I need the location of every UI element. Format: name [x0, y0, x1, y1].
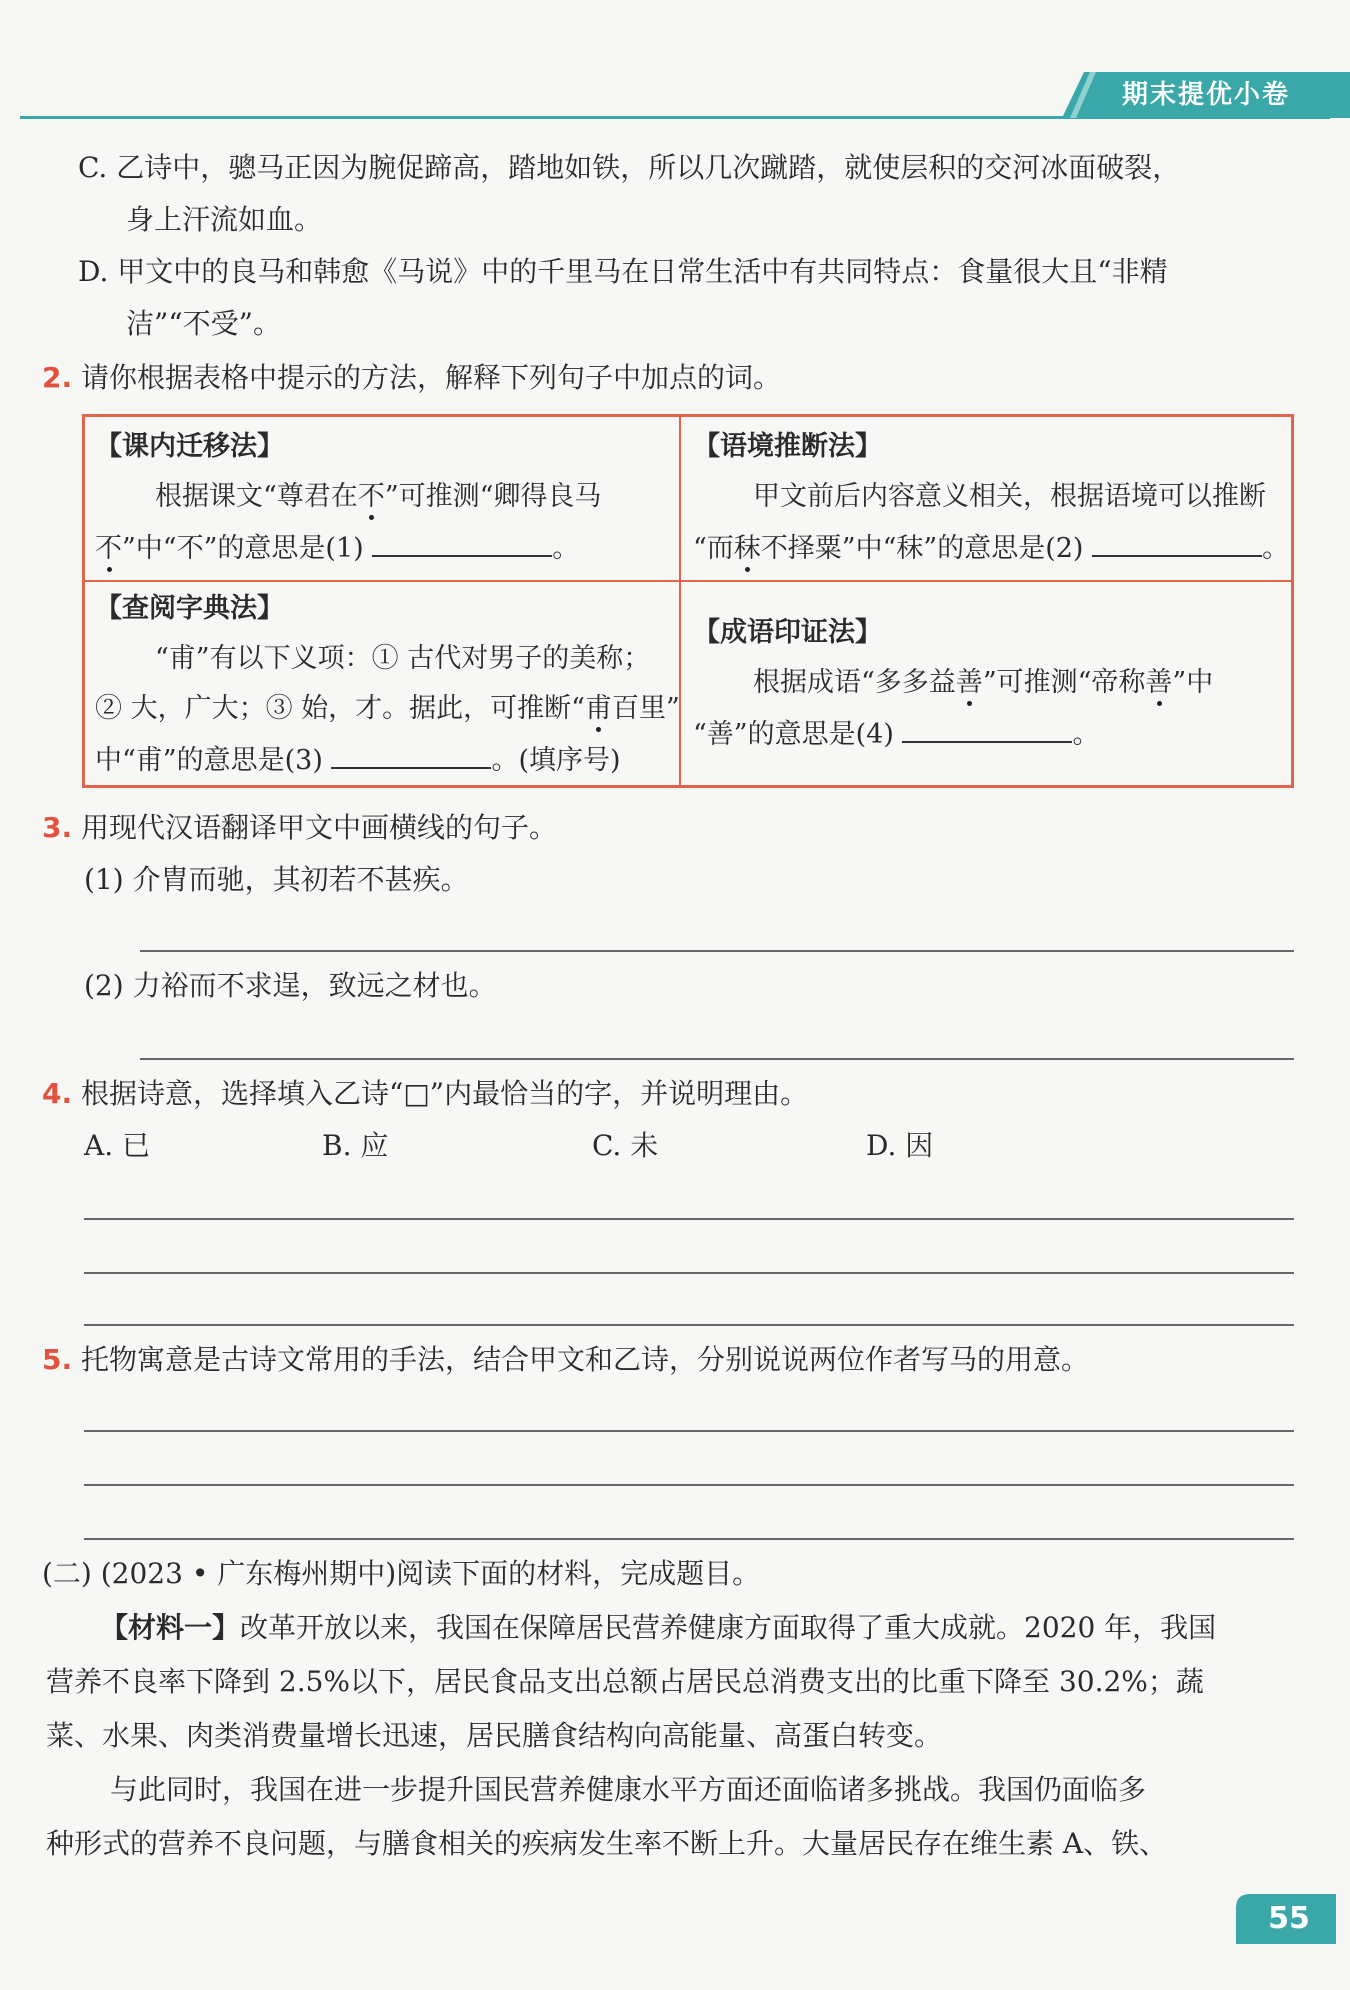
q3-sentence-2: (2) 力裕而不求逞，致远之材也。	[84, 969, 497, 1002]
cell2-line1: 甲文前后内容意义相关，根据语境可以推断	[753, 481, 1266, 512]
page-number: 55	[1268, 1901, 1310, 1936]
q4-prompt: 根据诗意，选择填入乙诗“□”内最恰当的字，并说明理由。	[81, 1077, 809, 1110]
q2-number: 2.	[42, 361, 73, 394]
cell3-line1: “甫”有以下义项：① 古代对男子的美称；	[155, 643, 651, 674]
q4-option-c: C. 未	[592, 1129, 659, 1162]
q5-prompt: 托物寓意是古诗文常用的手法，结合甲文和乙诗，分别说说两位作者写马的用意。	[81, 1343, 1090, 1376]
cell3-title: 【查阅字典法】	[95, 593, 284, 624]
dotted-char: 甫	[584, 693, 612, 724]
header-title: 期末提优小卷	[1122, 80, 1291, 110]
cell2-title: 【语境推断法】	[693, 431, 882, 462]
answer-blank-2[interactable]	[1092, 527, 1262, 557]
cell2-line2: “而秣不择粟”中“秣”的意思是(2) 。	[693, 527, 1289, 569]
section2-intro: (二) (2023 • 广东梅州期中)阅读下面的材料，完成题目。	[42, 1557, 761, 1590]
cell3-line2: ② 大，广大；③ 始，才。据此，可推断“甫百里”	[95, 693, 680, 724]
table-horizontal-divider	[85, 580, 1291, 582]
q3-sentence-1: (1) 介胄而驰，其初若不甚疾。	[84, 863, 469, 896]
dotted-char: 不	[357, 481, 385, 512]
material1-line4: 与此同时，我国在进一步提升国民营养健康水平方面还面临诸多挑战。我国仍面临多	[110, 1773, 1147, 1806]
cell4-line1: 根据成语“多多益善”可推测“帝称善”中	[753, 667, 1214, 698]
dotted-char: 善	[955, 667, 983, 698]
cell4-title: 【成语印证法】	[693, 617, 882, 648]
q4-question	[42, 1074, 808, 1114]
answer-blank-4[interactable]	[902, 713, 1072, 743]
q5-question	[42, 1340, 1089, 1380]
q2-prompt: 请你根据表格中提示的方法，解释下列句子中加点的词。	[81, 361, 782, 394]
material1-line3: 菜、水果、肉类消费量增长迅速，居民膳食结构向高能量、高蛋白转变。	[46, 1719, 943, 1752]
dotted-char: 善	[1145, 667, 1173, 698]
material1-line1: 【材料一】改革开放以来，我国在保障居民营养健康方面取得了重大成就。2020 年，我国	[100, 1611, 1217, 1644]
answer-line-q3-2[interactable]	[140, 1058, 1294, 1060]
answer-blank-3[interactable]	[331, 739, 491, 769]
material1-line5: 种形式的营养不良问题，与膳食相关的疾病发生率不断上升。大量居民存在维生素 A、铁、	[46, 1827, 1168, 1860]
answer-line-q4-2[interactable]	[84, 1272, 1294, 1274]
answer-blank-1[interactable]	[372, 527, 552, 557]
dotted-char: 秣	[733, 533, 761, 564]
q4-option-d: D. 因	[866, 1129, 934, 1162]
cell3-line3: 中“甫”的意思是(3) 。(填序号)	[95, 739, 621, 781]
q1-option-d-line1: D. 甲文中的良马和韩愈《马说》中的千里马在日常生活中有共同特点：食量很大且“非精	[78, 255, 1168, 288]
answer-line-q5-3[interactable]	[84, 1538, 1294, 1540]
q3-number: 3.	[42, 811, 73, 844]
material1-label: 【材料一】	[100, 1611, 241, 1644]
q5-number: 5.	[42, 1343, 73, 1376]
answer-line-q5-2[interactable]	[84, 1484, 1294, 1486]
q1-option-c-line1: C. 乙诗中，骢马正因为腕促蹄高，踏地如铁，所以几次蹴踏，就使层积的交河冰面破裂，	[78, 151, 1181, 184]
q1-option-c-line2: 身上汗流如血。	[126, 203, 323, 236]
answer-line-q5-1[interactable]	[84, 1430, 1294, 1432]
q3-prompt: 用现代汉语翻译甲文中画横线的句子。	[81, 811, 558, 844]
method-table	[82, 414, 1294, 788]
answer-line-q4-3[interactable]	[84, 1324, 1294, 1326]
q4-option-b: B. 应	[322, 1129, 389, 1162]
q3-question	[42, 808, 557, 848]
q4-number: 4.	[42, 1077, 73, 1110]
cell1-title: 【课内迁移法】	[95, 431, 284, 462]
q1-option-d-line2: 洁”“不受”。	[126, 307, 281, 340]
answer-line-q4-1[interactable]	[84, 1218, 1294, 1220]
cell1-line1: 根据课文“尊君在不”可推测“卿得良马	[155, 481, 602, 512]
cell4-line2: “善”的意思是(4) 。	[693, 713, 1099, 755]
table-vertical-divider	[679, 417, 681, 785]
cell1-line2: 不”中“不”的意思是(1) 。	[95, 527, 579, 569]
q4-option-a: A. 已	[84, 1129, 151, 1162]
q2-question	[42, 358, 781, 398]
answer-line-q3-1[interactable]	[140, 950, 1294, 952]
dotted-char: 不	[95, 533, 122, 564]
material1-line2: 营养不良率下降到 2.5%以下，居民食品支出总额占居民总消费支出的比重下降至 30.2%；蔬	[46, 1665, 1204, 1698]
